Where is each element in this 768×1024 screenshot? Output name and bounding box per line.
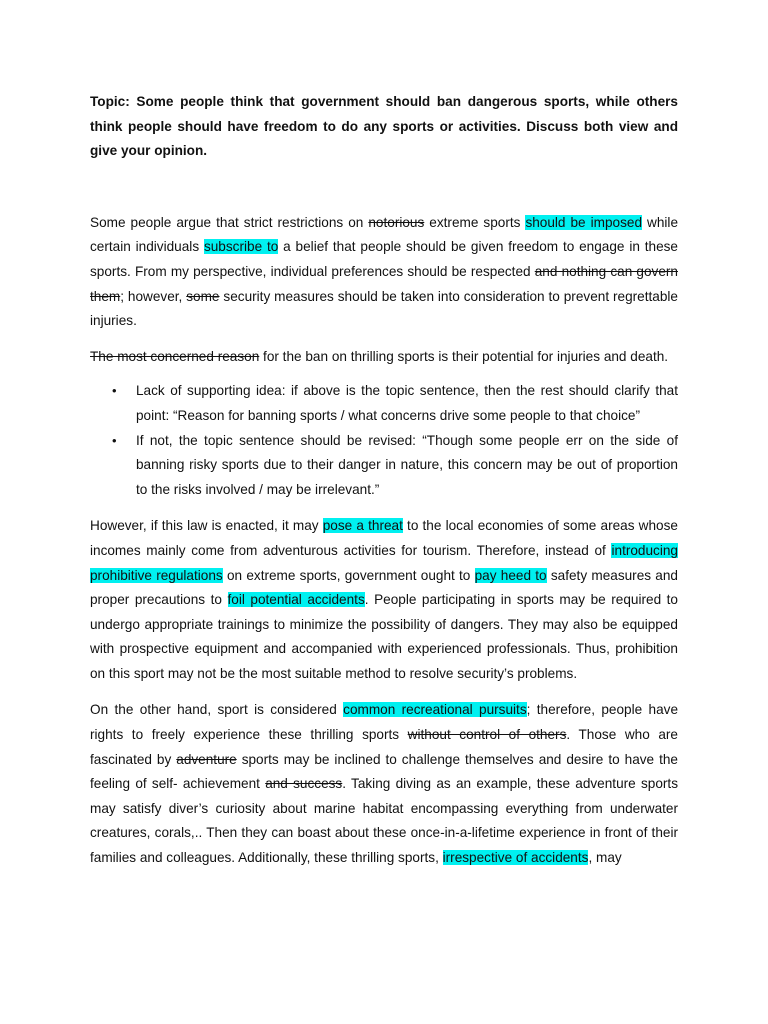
feedback-bullet-list [90, 379, 678, 502]
strikethrough-edit: and success [265, 776, 343, 792]
text-run: on extreme sports, government ought to [222, 567, 475, 583]
text-run: . Those who are fascinated by [90, 727, 678, 767]
strikethrough-edit: notorious [368, 214, 425, 230]
strikethrough-edit: some [186, 288, 220, 304]
body-paragraph-2 [90, 514, 678, 686]
text-run: for the ban on thrilling sports is their potential for injuries and death. [259, 348, 669, 364]
list-item [90, 429, 678, 503]
text-run: a belief that people should be given freedom to engage in these sports. From my perspective, individual preferences should be respected [90, 239, 678, 279]
bullet-icon: • [112, 432, 117, 448]
body-paragraph-3 [90, 698, 678, 870]
text-run: while certain individuals [90, 214, 678, 255]
highlighted-phrase: foil potential accidents [227, 592, 365, 608]
text-run: , may [588, 850, 622, 866]
text-run: On the other hand, sport is considered [90, 702, 344, 718]
document-page [90, 90, 678, 871]
body-paragraph-1 [90, 345, 678, 370]
essay-topic: Topic: Some people think that government should ban dangerous sports, while others think people should have freedom to do any sports or activities. Discuss both view and give your opinion. [90, 94, 678, 159]
bullet-text: Lack of supporting idea: if above is the topic sentence, then the rest should clarify that point: “Reason for banning sports / what concerns drive some people to that choice” [136, 383, 678, 423]
text-run: . People participating in sports may be required to undergo appropriate trainings to minimize the possibility of dangers. They may also be equipped with prospective equipment and accompanied with experienced professionals. Thus, prohibition on this sport may not be the most suitable method to resolve security’s problems. [90, 592, 678, 681]
text-run: safety measures and proper precautions to [90, 567, 678, 608]
intro-paragraph [90, 211, 678, 334]
highlighted-phrase: irrespective of accidents [442, 850, 589, 866]
text-run: Some people argue that strict restrictions on [90, 214, 369, 230]
list-item [90, 379, 678, 428]
highlighted-phrase: common recreational pursuits [343, 702, 527, 718]
strikethrough-edit: The most concerned reason [90, 348, 260, 364]
text-run: security measures should be taken into consideration to prevent regrettable injuries. [90, 288, 678, 329]
highlighted-phrase: should be imposed [525, 214, 643, 230]
strikethrough-edit: adventure [176, 751, 237, 767]
strikethrough-edit: and nothing can govern them [90, 263, 678, 304]
text-run: extreme sports [424, 214, 526, 230]
text-run: ; however, [120, 288, 187, 304]
text-run: . Taking diving as an example, these adventure sports may satisfy diver’s curiosity about marine habitat encompassing everything from underwater creatures, corals,.. Then they can boast about these once-in-a-lifetime experience in front of their families and colleagues. Additionally, these thrilling sports, [90, 776, 678, 866]
text-run: to the local economies of some areas whose incomes mainly come from adventurous activities for tourism. Therefore, instead of [90, 518, 678, 558]
text-run: sports may be inclined to challenge themselves and desire to have the feeling of self- achievement [90, 751, 678, 792]
highlighted-phrase: pose a threat [322, 518, 403, 534]
bullet-text: If not, the topic sentence should be revised: “Though some people err on the side of banning risky sports due to their danger in nature, this concern may be out of proportion to the risks involved / may be irrelevant.” [136, 432, 678, 497]
bullet-icon: • [112, 383, 117, 399]
highlighted-phrase: introducing prohibitive regulations [90, 542, 678, 583]
text-run: ; therefore, people have rights to freely experience these thrilling sports [90, 702, 679, 743]
highlighted-phrase: pay heed to [474, 567, 547, 583]
text-run: However, if this law is enacted, it may [90, 518, 323, 534]
highlighted-phrase: subscribe to [203, 239, 279, 255]
strikethrough-edit: without control of others [407, 727, 567, 743]
